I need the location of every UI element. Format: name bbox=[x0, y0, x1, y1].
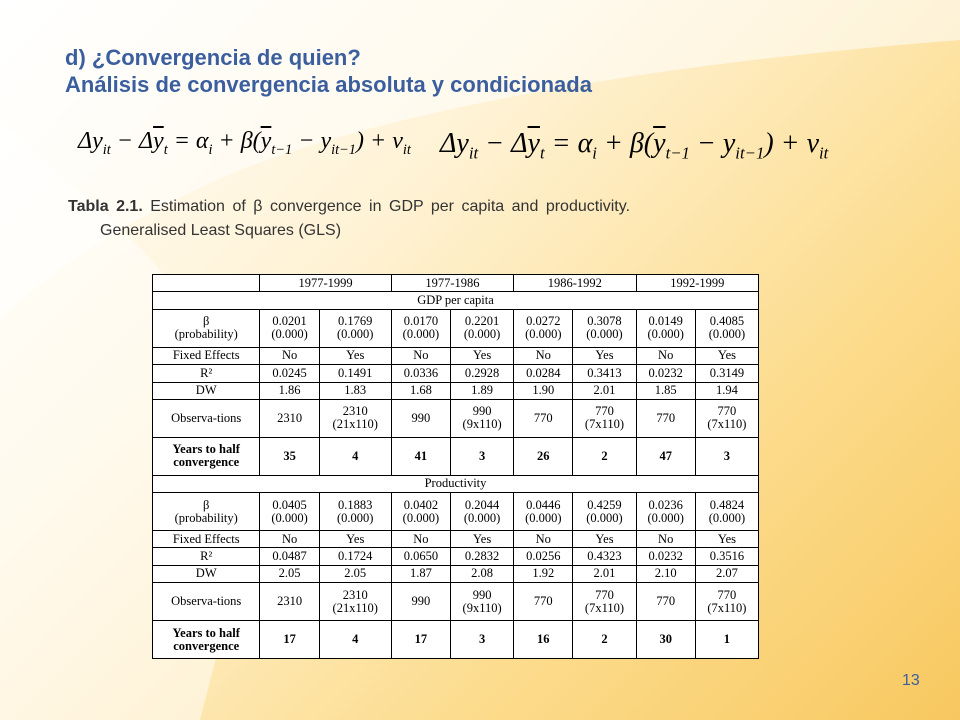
beta-value: 0.1769 bbox=[338, 314, 373, 329]
fixed-effects-value: No bbox=[514, 347, 573, 364]
probability-value: (0.000) bbox=[463, 327, 501, 342]
beta-cell bbox=[391, 493, 450, 531]
r-squared-label: R² bbox=[153, 548, 260, 565]
beta-value: 0.2044 bbox=[464, 497, 500, 512]
beta-cell bbox=[514, 309, 573, 347]
observations-cell bbox=[391, 583, 450, 621]
fixed-effects-value: No bbox=[391, 530, 450, 547]
durbin-watson-value: 1.90 bbox=[514, 382, 573, 399]
observations-value: 990 bbox=[411, 594, 431, 609]
fixed-effects-value: Yes bbox=[573, 347, 636, 364]
years-value: 41 bbox=[391, 437, 450, 475]
observations-cell bbox=[451, 583, 514, 621]
table-row bbox=[153, 347, 759, 364]
beta-value: 0.0402 bbox=[403, 497, 439, 512]
observations-cell bbox=[319, 583, 391, 621]
beta-value: 0.0272 bbox=[526, 314, 561, 329]
beta-value: 0.0201 bbox=[272, 314, 307, 329]
fixed-effects-label: Fixed Effects bbox=[153, 530, 260, 547]
observations-cell bbox=[573, 583, 636, 621]
observations-value: 2310 bbox=[277, 594, 303, 609]
r-squared-value: 0.3149 bbox=[695, 365, 758, 382]
page-number: 13 bbox=[902, 672, 920, 689]
table-row bbox=[153, 399, 759, 437]
observations-value: 770 bbox=[533, 594, 553, 609]
observations-label: Observa-tions bbox=[153, 399, 260, 437]
years-value: 3 bbox=[695, 437, 758, 475]
years-label-line2: convergence bbox=[173, 638, 240, 653]
r-squared-value: 0.4323 bbox=[573, 548, 636, 565]
beta-cell bbox=[391, 309, 450, 347]
beta-cell bbox=[695, 493, 758, 531]
durbin-watson-value: 1.89 bbox=[451, 382, 514, 399]
observations-cell bbox=[695, 583, 758, 621]
period-header: 1992-1999 bbox=[636, 275, 758, 292]
durbin-watson-label: DW bbox=[153, 565, 260, 582]
r-squared-value: 0.0336 bbox=[391, 365, 450, 382]
beta-cell bbox=[319, 493, 391, 531]
fixed-effects-value: Yes bbox=[451, 530, 514, 547]
durbin-watson-value: 2.07 bbox=[695, 565, 758, 582]
observations-cell bbox=[391, 399, 450, 437]
formula-small: $\Delta y_{it} - \Delta\overline{y}_t = \alpha_i + \beta(\overline{y}_{t-1} - y_{it-1}) + \nu_{it}$ bbox=[78, 128, 411, 158]
table-row bbox=[153, 475, 759, 492]
probability-value: (0.000) bbox=[525, 510, 562, 525]
r-squared-value: 0.0487 bbox=[260, 548, 319, 565]
fixed-effects-value: Yes bbox=[695, 347, 758, 364]
probability-value: (0.000) bbox=[586, 327, 623, 342]
beta-cell bbox=[636, 493, 695, 531]
beta-cell bbox=[260, 493, 319, 531]
period-header: 1986-1992 bbox=[514, 275, 636, 292]
title-line-2: Análisis de convergencia absoluta y condicionada bbox=[65, 72, 592, 97]
beta-value: 0.2201 bbox=[464, 314, 500, 329]
r-squared-value: 0.2928 bbox=[451, 365, 514, 382]
observations-structure: (9x110) bbox=[462, 417, 502, 432]
r-squared-value: 0.0650 bbox=[391, 548, 450, 565]
probability-value: (0.000) bbox=[271, 327, 308, 342]
durbin-watson-value: 2.01 bbox=[573, 565, 636, 582]
fixed-effects-value: Yes bbox=[319, 347, 391, 364]
durbin-watson-value: 1.86 bbox=[260, 382, 319, 399]
beta-label-cell bbox=[153, 493, 260, 531]
beta-label-cell bbox=[153, 309, 260, 347]
years-label-cell bbox=[153, 437, 260, 475]
durbin-watson-value: 1.87 bbox=[391, 565, 450, 582]
fixed-effects-value: Yes bbox=[573, 530, 636, 547]
observations-cell bbox=[573, 399, 636, 437]
corner-cell bbox=[153, 275, 260, 292]
observations-cell bbox=[260, 583, 319, 621]
observations-value: 770 bbox=[595, 587, 614, 602]
years-label-line1: Years to half bbox=[172, 442, 240, 457]
probability-value: (0.000) bbox=[337, 327, 374, 342]
durbin-watson-value: 1.85 bbox=[636, 382, 695, 399]
r-squared-value: 0.0284 bbox=[514, 365, 573, 382]
observations-structure: (9x110) bbox=[462, 600, 502, 615]
fixed-effects-value: Yes bbox=[695, 530, 758, 547]
probability-value: (0.000) bbox=[525, 327, 562, 342]
beta-label: β bbox=[203, 497, 210, 512]
observations-cell bbox=[514, 583, 573, 621]
years-value: 2 bbox=[573, 621, 636, 659]
table-row bbox=[153, 565, 759, 582]
observations-cell bbox=[451, 399, 514, 437]
formula-large: $\Delta y_{it} - \Delta\overline{y}_t = \alpha_i + \beta(\overline{y}_{t-1} - y_{it-1}) + \nu_{it}$ bbox=[440, 128, 829, 163]
r-squared-value: 0.0245 bbox=[260, 365, 319, 382]
years-value: 17 bbox=[260, 621, 319, 659]
beta-label: β bbox=[203, 314, 210, 329]
observations-cell bbox=[636, 583, 695, 621]
observations-value: 770 bbox=[656, 410, 676, 425]
beta-value: 0.1883 bbox=[338, 497, 373, 512]
years-value: 26 bbox=[514, 437, 573, 475]
fixed-effects-value: No bbox=[260, 530, 319, 547]
fixed-effects-label: Fixed Effects bbox=[153, 347, 260, 364]
beta-cell bbox=[695, 309, 758, 347]
fixed-effects-value: No bbox=[391, 347, 450, 364]
years-value: 4 bbox=[319, 437, 391, 475]
years-value: 35 bbox=[260, 437, 319, 475]
years-value: 3 bbox=[451, 621, 514, 659]
fixed-effects-value: No bbox=[636, 347, 695, 364]
r-squared-value: 0.0232 bbox=[636, 365, 695, 382]
durbin-watson-value: 2.05 bbox=[260, 565, 319, 582]
probability-label: (probability) bbox=[174, 327, 238, 342]
observations-structure: (7x110) bbox=[707, 417, 747, 432]
beta-value: 0.4085 bbox=[709, 314, 745, 329]
fixed-effects-value: Yes bbox=[451, 347, 514, 364]
probability-value: (0.000) bbox=[463, 510, 501, 525]
durbin-watson-value: 1.94 bbox=[695, 382, 758, 399]
table-caption bbox=[68, 195, 630, 243]
probability-value: (0.000) bbox=[402, 327, 440, 342]
years-value: 16 bbox=[514, 621, 573, 659]
r-squared-value: 0.0232 bbox=[636, 548, 695, 565]
durbin-watson-label: DW bbox=[153, 382, 260, 399]
observations-value: 770 bbox=[595, 404, 614, 419]
probability-value: (0.000) bbox=[708, 510, 746, 525]
years-value: 4 bbox=[319, 621, 391, 659]
slide-title bbox=[65, 44, 592, 98]
observations-cell bbox=[260, 399, 319, 437]
probability-value: (0.000) bbox=[647, 510, 684, 525]
probability-value: (0.000) bbox=[271, 510, 308, 525]
observations-value: 770 bbox=[717, 404, 737, 419]
observations-cell bbox=[514, 399, 573, 437]
beta-value: 0.0170 bbox=[403, 314, 439, 329]
years-value: 3 bbox=[451, 437, 514, 475]
beta-value: 0.3078 bbox=[587, 314, 622, 329]
table-row bbox=[153, 292, 759, 309]
table-row bbox=[153, 530, 759, 547]
observations-structure: (21x110) bbox=[332, 600, 378, 615]
r-squared-value: 0.1724 bbox=[319, 548, 391, 565]
r-squared-value: 0.1491 bbox=[319, 365, 391, 382]
title-line-1: d) ¿Convergencia de quien? bbox=[65, 45, 361, 70]
observations-structure: (7x110) bbox=[707, 600, 747, 615]
durbin-watson-value: 2.08 bbox=[451, 565, 514, 582]
years-label-line1: Years to half bbox=[172, 625, 240, 640]
table-row bbox=[153, 493, 759, 531]
observations-value: 770 bbox=[717, 587, 737, 602]
observations-label: Observa-tions bbox=[153, 583, 260, 621]
observations-value: 770 bbox=[656, 594, 676, 609]
beta-cell bbox=[514, 493, 573, 531]
beta-cell bbox=[319, 309, 391, 347]
r-squared-value: 0.3413 bbox=[573, 365, 636, 382]
table-row bbox=[153, 548, 759, 565]
observations-value: 770 bbox=[533, 410, 553, 425]
results-table bbox=[152, 274, 759, 659]
table-row bbox=[153, 437, 759, 475]
fixed-effects-value: No bbox=[636, 530, 695, 547]
observations-value: 2310 bbox=[342, 404, 368, 419]
years-value: 47 bbox=[636, 437, 695, 475]
observations-value: 990 bbox=[472, 404, 492, 419]
beta-value: 0.0446 bbox=[526, 497, 561, 512]
observations-structure: (21x110) bbox=[332, 417, 378, 432]
r-squared-value: 0.2832 bbox=[451, 548, 514, 565]
years-label-line2: convergence bbox=[173, 455, 240, 470]
period-header: 1977-1986 bbox=[391, 275, 513, 292]
caption-text: Estimation of β convergence in GDP per capita and productivity. Generalised Least Squares (GLS) bbox=[100, 198, 631, 239]
beta-value: 0.0149 bbox=[648, 314, 683, 329]
probability-value: (0.000) bbox=[586, 510, 623, 525]
beta-cell bbox=[451, 493, 514, 531]
section-header: Productivity bbox=[153, 475, 759, 492]
years-value: 1 bbox=[695, 621, 758, 659]
beta-cell bbox=[573, 309, 636, 347]
caption-label: Tabla 2.1. bbox=[68, 198, 143, 215]
probability-value: (0.000) bbox=[402, 510, 440, 525]
durbin-watson-value: 1.92 bbox=[514, 565, 573, 582]
section-header: GDP per capita bbox=[153, 292, 759, 309]
r-squared-value: 0.3516 bbox=[695, 548, 758, 565]
durbin-watson-value: 1.83 bbox=[319, 382, 391, 399]
table-row bbox=[153, 382, 759, 399]
beta-cell bbox=[260, 309, 319, 347]
observations-structure: (7x110) bbox=[584, 417, 625, 432]
observations-value: 2310 bbox=[342, 587, 368, 602]
durbin-watson-value: 2.05 bbox=[319, 565, 391, 582]
observations-cell bbox=[695, 399, 758, 437]
beta-value: 0.4824 bbox=[709, 497, 745, 512]
beta-cell bbox=[636, 309, 695, 347]
observations-value: 2310 bbox=[277, 410, 303, 425]
table-row bbox=[153, 583, 759, 621]
durbin-watson-value: 2.01 bbox=[573, 382, 636, 399]
years-value: 30 bbox=[636, 621, 695, 659]
table-row bbox=[153, 309, 759, 347]
observations-value: 990 bbox=[472, 587, 492, 602]
beta-value: 0.0405 bbox=[272, 497, 307, 512]
beta-cell bbox=[451, 309, 514, 347]
fixed-effects-value: No bbox=[260, 347, 319, 364]
observations-value: 990 bbox=[411, 410, 431, 425]
beta-value: 0.4259 bbox=[587, 497, 622, 512]
durbin-watson-value: 2.10 bbox=[636, 565, 695, 582]
fixed-effects-value: No bbox=[514, 530, 573, 547]
fixed-effects-value: Yes bbox=[319, 530, 391, 547]
beta-cell bbox=[573, 493, 636, 531]
durbin-watson-value: 1.68 bbox=[391, 382, 450, 399]
observations-structure: (7x110) bbox=[584, 600, 625, 615]
period-header: 1977-1999 bbox=[260, 275, 391, 292]
table-row bbox=[153, 275, 759, 292]
table-row bbox=[153, 365, 759, 382]
probability-value: (0.000) bbox=[337, 510, 374, 525]
r-squared-label: R² bbox=[153, 365, 260, 382]
r-squared-value: 0.0256 bbox=[514, 548, 573, 565]
years-value: 17 bbox=[391, 621, 450, 659]
table-row bbox=[153, 621, 759, 659]
probability-value: (0.000) bbox=[708, 327, 746, 342]
probability-value: (0.000) bbox=[647, 327, 684, 342]
observations-cell bbox=[319, 399, 391, 437]
years-label-cell bbox=[153, 621, 260, 659]
beta-value: 0.0236 bbox=[648, 497, 683, 512]
probability-label: (probability) bbox=[174, 510, 238, 525]
observations-cell bbox=[636, 399, 695, 437]
years-value: 2 bbox=[573, 437, 636, 475]
